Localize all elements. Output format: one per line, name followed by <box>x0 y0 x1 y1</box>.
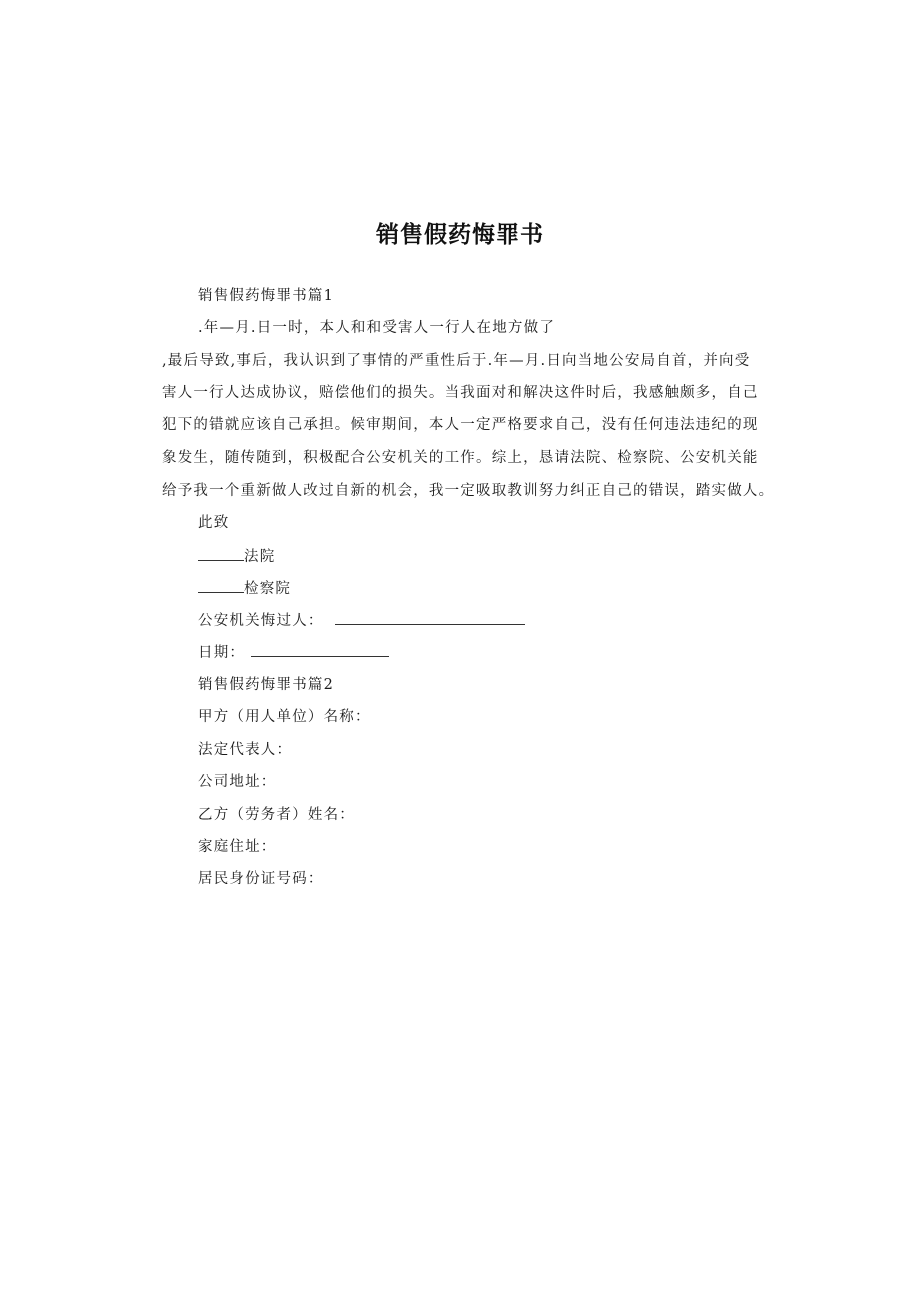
section1-heading: 销售假药悔罪书篇1 <box>198 288 335 304</box>
field-label: 公司地址： <box>198 774 277 790</box>
court-line <box>198 546 275 567</box>
date-line <box>198 642 389 663</box>
procuratorate-blank <box>198 578 244 593</box>
paragraph-line: 象发生，随传随到，积极配合公安机关的工作。综上，恳请法院、检察院、公安机关能 <box>162 450 759 466</box>
paragraph-line: 给予我一个重新做人改过自新的机会，我一定吸取教训努力纠正自己的错误，踏实做人。 <box>162 483 775 499</box>
field-label: 家庭住址： <box>198 839 277 855</box>
field-label: 乙方（劳务者）姓名： <box>198 807 355 823</box>
field-label: 法定代表人： <box>198 742 293 758</box>
field-label: 甲方（用人单位）名称： <box>198 709 371 725</box>
court-label: 法院 <box>244 549 276 565</box>
salutation: 此致 <box>198 515 230 531</box>
paragraph-line: .年—月.日一时，本人和和受害人一行人在地方做了 <box>198 320 556 336</box>
section2-heading: 销售假药悔罪书篇2 <box>198 677 335 693</box>
signer-blank <box>335 610 525 625</box>
procuratorate-label: 检察院 <box>244 581 292 597</box>
paragraph-line: 害人一行人达成协议，赔偿他们的损失。当我面对和解决这件时后，我感触颇多，自己 <box>162 385 759 401</box>
date-blank <box>251 642 389 657</box>
signer-line <box>198 610 525 631</box>
procuratorate-line <box>198 578 291 599</box>
paragraph-line: ,最后导致,事后，我认识到了事情的严重性后于.年—月.日向当地公安局自首，并向受 <box>162 353 751 369</box>
field-label: 居民身份证号码： <box>198 871 324 887</box>
signer-label: 公安机关悔过人： <box>198 613 324 629</box>
court-blank <box>198 546 244 561</box>
date-label: 日期： <box>198 645 246 661</box>
document-title: 销售假药悔罪书 <box>376 222 544 248</box>
paragraph-line: 犯下的错就应该自己承担。候审期间，本人一定严格要求自己，没有任何违法违纪的现 <box>162 417 759 433</box>
